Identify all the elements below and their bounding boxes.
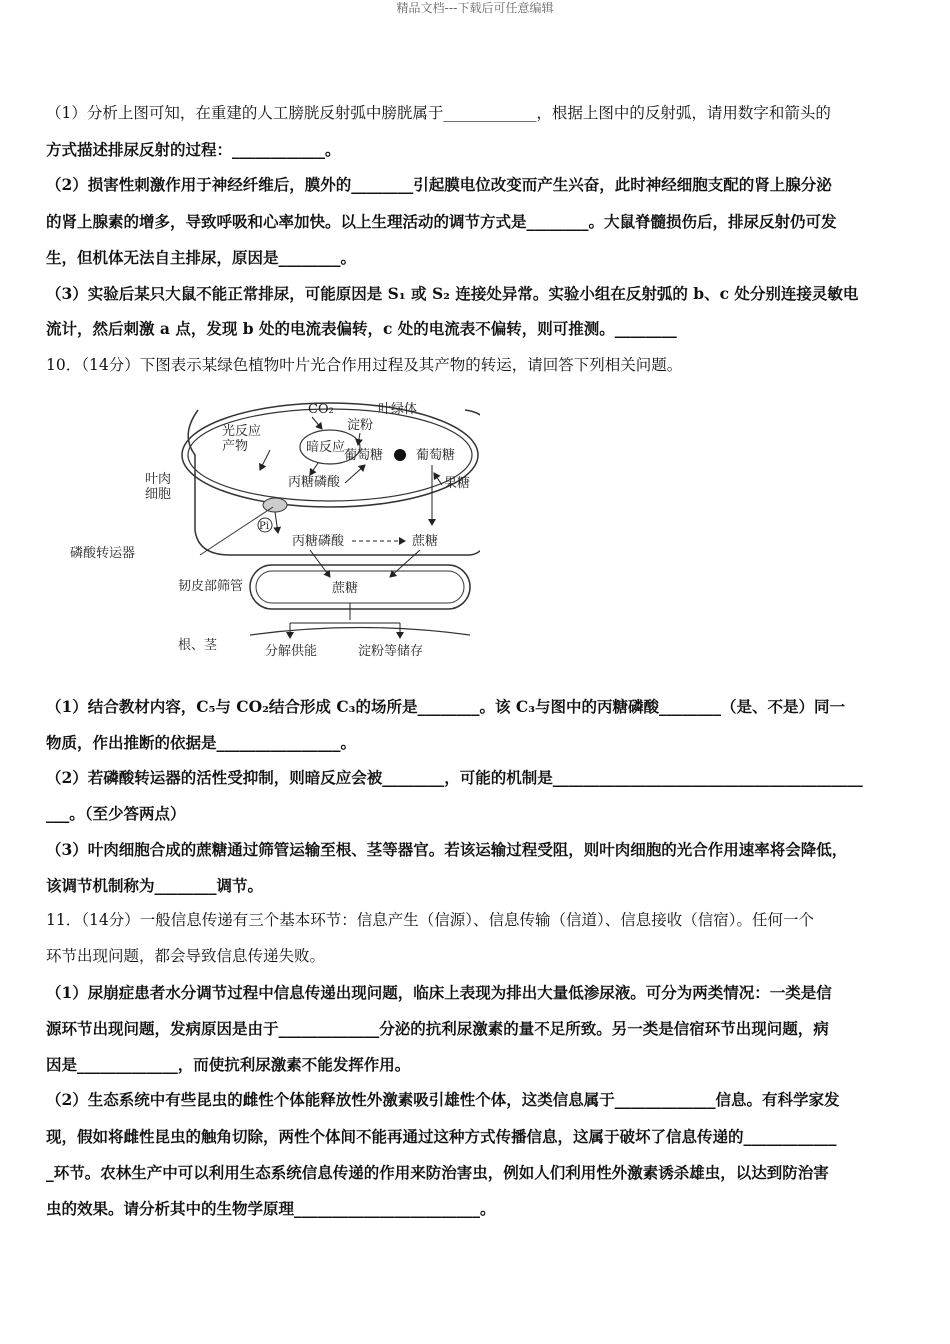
fructose-label: 果糖 bbox=[444, 476, 471, 491]
phloem-label: 韧皮部筛管 bbox=[178, 579, 244, 594]
text-line: 虫的效果。请分析其中的生物学原理________________________。 bbox=[46, 1199, 496, 1218]
mesophyll-label: 叶肉 bbox=[145, 472, 172, 487]
text-line: 环节出现问题，都会导致信息传递失败。 bbox=[46, 947, 326, 965]
sucrose-cyto-label: 蔗糖 bbox=[412, 534, 439, 549]
mesophyll-label: 细胞 bbox=[145, 487, 172, 502]
text-line: （2）损害性刺激作用于神经纤维后，膜外的________引起膜电位改变而产生兴奋，此时神经细胞支配的肾上腺分泌 bbox=[46, 175, 832, 194]
chloroplast-label: 叶绿体 bbox=[378, 402, 418, 417]
photosynthesis-diagram bbox=[60, 395, 480, 670]
transporter-label: 磷酸转运器 bbox=[70, 546, 136, 561]
glucose-inner-label: 葡萄糖 bbox=[344, 448, 384, 463]
text-line: 方式描述排尿反射的过程：____________。 bbox=[46, 140, 341, 159]
text-line: 生，但机体无法自主排尿，原因是________。 bbox=[46, 248, 357, 267]
text-line: 源环节出现问题，发病原因是由于_____________分泌的抗利尿激素的量不足所致。另一类是信宿环节出现问题，病 bbox=[46, 1019, 829, 1038]
triose-inner-label: 丙糖磷酸 bbox=[288, 475, 341, 490]
sucrose-phloem-label: 蔗糖 bbox=[332, 581, 359, 596]
text-line: 因是_____________，而使抗利尿激素不能发挥作用。 bbox=[46, 1055, 411, 1074]
co2-label: CO₂ bbox=[308, 402, 334, 417]
phloem-tube bbox=[250, 565, 470, 609]
page-header: 精品文档---下载后可任意编辑 bbox=[396, 1, 554, 15]
text-line: （2）生态系统中有些昆虫的雌性个体能释放性外激素吸引雄性个体，这类信息属于_____________信息。有科学家发 bbox=[46, 1090, 840, 1109]
pi-label: Pi bbox=[259, 521, 269, 532]
decompose-label: 分解供能 bbox=[265, 644, 318, 659]
text-line: 物质，作出推断的依据是________________。 bbox=[46, 733, 357, 752]
storage-label: 淀粉等储存 bbox=[358, 644, 424, 659]
text-line: （3）实验后某只大鼠不能正常排尿，可能原因是 S₁ 或 S₂ 连接处异常。实验小组在反射弧的 b、c 处分别连接灵敏电 bbox=[46, 284, 859, 303]
dark-reaction-label: 暗反应 bbox=[306, 440, 346, 455]
text-line: （2）若磷酸转运器的活性受抑制，则暗反应会被________，可能的机制是________________________________________ bbox=[46, 768, 863, 787]
root-stem-label: 根、茎 bbox=[178, 638, 218, 653]
light-products-label: 产物 bbox=[222, 439, 249, 454]
text-line: 该调节机制称为________调节。 bbox=[46, 876, 264, 895]
text-line: （1）分析上图可知，在重建的人工膀胱反射弧中膀胱属于____________，根据上图中的反射弧，请用数字和箭头的 bbox=[46, 104, 831, 122]
text-line: 的肾上腺素的增多，导致呼吸和心率加快。以上生理活动的调节方式是________。大鼠脊髓损伤后，排尿反射仍可发 bbox=[46, 212, 837, 231]
triose-cyto-label: 丙糖磷酸 bbox=[292, 534, 345, 549]
text-line: （1）尿崩症患者水分调节过程中信息传递出现问题，临床上表现为排出大量低渗尿液。可分为两类情况：一类是信 bbox=[46, 983, 832, 1002]
phosphate-transporter bbox=[263, 498, 287, 512]
text-line: ___。（至少答两点） bbox=[46, 804, 186, 823]
question-10-stem: 10．（14分）下图表示某绿色植物叶片光合作用过程及其产物的转运，请回答下列相关问题。 bbox=[46, 356, 683, 374]
text-line: _环节。农林生产中可以利用生态系统信息传递的作用来防治害虫，例如人们利用性外激素诱杀雄虫，以达到防治害 bbox=[46, 1163, 829, 1182]
question-11-stem: 11．（14分）一般信息传递有三个基本环节：信息产生（信源）、信息传输（信道）、信息接收（信宿）。任何一个 bbox=[46, 911, 814, 929]
text-line: （1）结合教材内容，C₅与 CO₂结合形成 C₃的场所是________。该 C₃与图中的丙糖磷酸________（是、不是）同一 bbox=[46, 697, 845, 716]
text-line: 现，假如将雌性昆虫的触角切除，两性个体间不能再通过这种方式传播信息，这属于破坏了信息传递的____________ bbox=[46, 1127, 837, 1146]
transporter-dot bbox=[394, 449, 406, 461]
text-line: 流计，然后刺激 a 点，发现 b 处的电流表偏转，c 处的电流表不偏转，则可推测。________ bbox=[46, 319, 677, 338]
light-products-label: 光反应 bbox=[222, 424, 262, 439]
starch-label: 淀粉 bbox=[347, 418, 374, 433]
text-line: （3）叶肉细胞合成的蔗糖通过筛管运输至根、茎等器官。若该运输过程受阻，则叶肉细胞的光合作用速率将会降低， bbox=[46, 840, 848, 859]
glucose-outer-label: 葡萄糖 bbox=[416, 448, 456, 463]
